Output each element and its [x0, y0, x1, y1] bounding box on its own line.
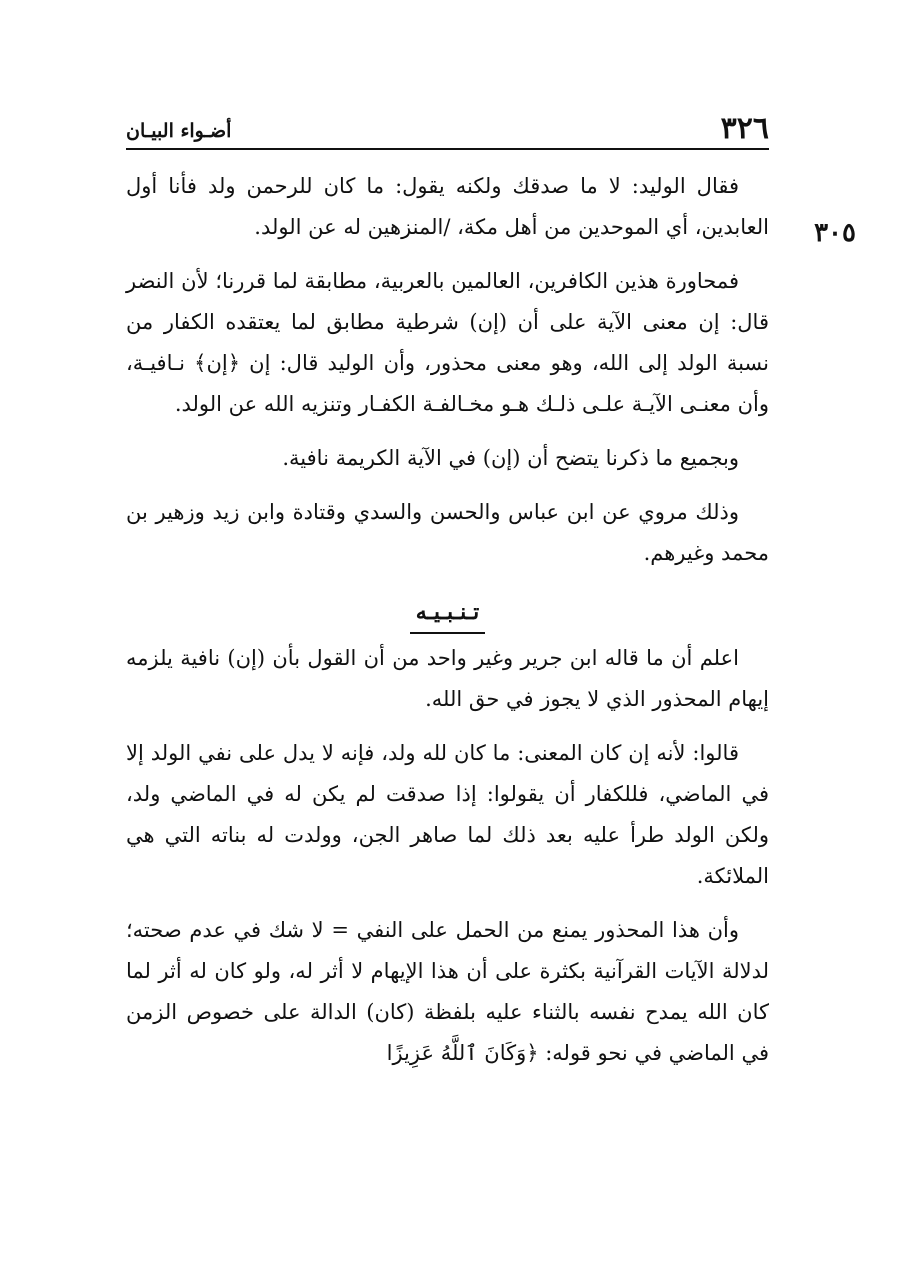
margin-page-marker: ٣٠٥ [814, 218, 856, 248]
paragraph: اعلم أن ما قاله ابن جرير وغير واحد من أن القول بأن (إن) نافية يلزمه إيهام المحذور الذي لا يجوز في حق الله. [126, 646, 769, 711]
paragraph: فقال الوليد: لا ما صدقك ولكنه يقول: ما كان للرحمن ولد فأنا أول العابدين، أي الموحدين من أهل مكة، /المنزهين له عن الولد. [126, 174, 769, 239]
section-heading [126, 594, 769, 634]
section-heading-text: تـنـبـيـه [410, 594, 486, 634]
paragraph: قالوا: لأنه إن كان المعنى: ما كان لله ولد، فإنه لا يدل على نفي الولد إلا في الماضي، فللكفار أن يقولوا: إذا صدقت لم يكن له في الماضي ولد، ولكن الولد طرأ عليه بعد ذلك لما صاهر الجن، وولدت له بناته التي هي الملائكة. [126, 741, 769, 888]
paragraph: وأن هذا المحذور يمنع من الحمل على النفي = لا شك في عدم صحته؛ لدلالة الآيات القرآنية بكثرة على أن هذا الإيهام لا أثر له، ولو كان له أثر لما كان الله يمدح نفسه بالثناء عليه بلفظة (كان) الدالة على خصوص الزمن في الماضي في نحو قوله: ﴿وَكَانَ ٱللَّهُ عَزِيزًا [126, 918, 769, 1065]
page-number: ٣٢٦ [720, 111, 769, 146]
running-title: أضـواء البيـان [126, 120, 232, 142]
paragraph: وذلك مروي عن ابن عباس والحسن والسدي وقتادة وابن زيد وزهير بن محمد وغيرهم. [126, 500, 769, 565]
paragraph: فمحاورة هذين الكافرين، العالمين بالعربية، مطابقة لما قررنا؛ لأن النضر قال: إن معنى الآية على أن (إن) شرطية مطابق لما يعتقده الكفار من نسبة الولد إلى الله، وهو معنى محذور، وأن الوليد قال: إن ﴿إن﴾ نـافيـة، وأن معنـى الآيـة علـى ذلـك هـو مخـالفـة الكفـار وتنزيه الله عن الولد. [126, 269, 769, 416]
paragraph: وبجميع ما ذكرنا يتضح أن (إن) في الآية الكريمة نافية. [282, 446, 739, 470]
page-header [126, 110, 769, 150]
body-text [126, 166, 769, 1087]
